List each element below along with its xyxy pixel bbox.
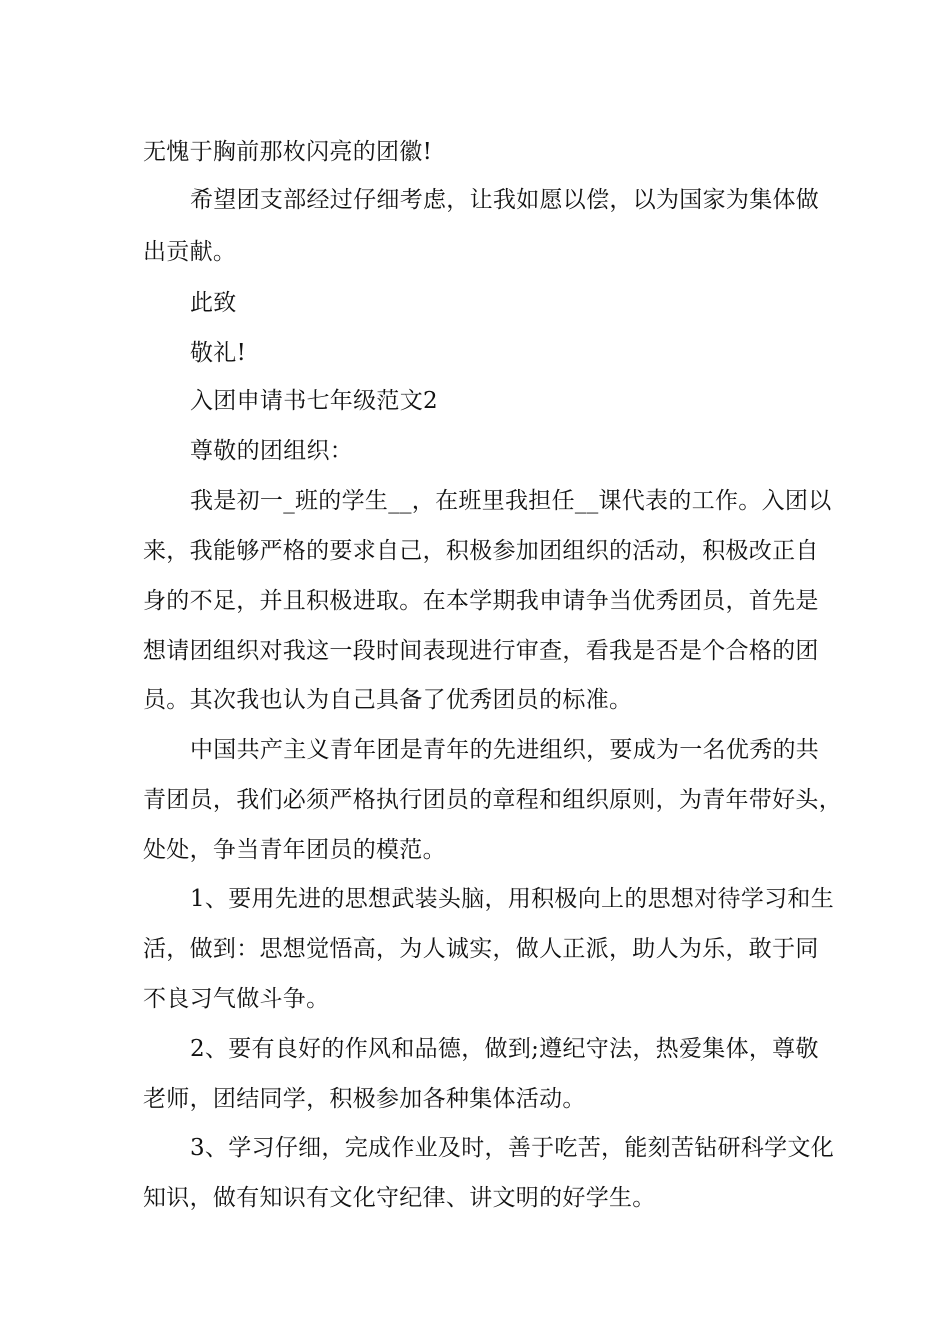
- text-line: 无愧于胸前那枚闪亮的团徽!: [143, 139, 433, 165]
- text-line: 中国共产主义青年团是青年的先进组织，要成为一名优秀的共: [190, 737, 820, 763]
- text-line: 员。其次我也认为自己具备了优秀团员的标准。: [143, 687, 633, 713]
- text-line: 处处，争当青年团员的模范。: [143, 837, 446, 863]
- text-line: 希望团支部经过仔细考虑，让我如愿以偿，以为国家为集体做: [190, 187, 820, 213]
- text-line: 来，我能够严格的要求自己，积极参加团组织的活动，积极改正自: [143, 538, 819, 564]
- section-heading: 入团申请书七年级范文2: [190, 388, 438, 414]
- text-line: 老师，团结同学，积极参加各种集体活动。: [143, 1086, 586, 1112]
- text-line: 3、学习仔细，完成作业及时，善于吃苦，能刻苦钻研科学文化: [190, 1135, 835, 1161]
- text-line: 活，做到：思想觉悟高，为人诚实，做人正派，助人为乐，敢于同: [143, 936, 819, 962]
- text-line: 青团员，我们必须严格执行团员的章程和组织原则，为青年带好头，: [143, 787, 842, 813]
- text-line: 此致: [190, 290, 237, 316]
- text-line: 想请团组织对我这一段时间表现进行审查，看我是否是个合格的团: [143, 638, 819, 664]
- text-line: 2、要有良好的作风和品德，做到;遵纪守法，热爱集体，尊敬: [190, 1036, 819, 1062]
- text-line: 敬礼!: [190, 340, 247, 366]
- text-line: 身的不足，并且积极进取。在本学期我申请争当优秀团员，首先是: [143, 588, 819, 614]
- text-line: 我是初一_班的学生__，在班里我担任__课代表的工作。入团以: [190, 488, 832, 514]
- salutation: 尊敬的团组织：: [190, 438, 354, 464]
- text-line: 出贡献。: [143, 239, 237, 265]
- text-line: 不良习气做斗争。: [143, 986, 330, 1012]
- text-line: 知识，做有知识有文化守纪律、讲文明的好学生。: [143, 1185, 656, 1211]
- text-line: 1、要用先进的思想武装头脑，用积极向上的思想对待学习和生: [190, 886, 835, 912]
